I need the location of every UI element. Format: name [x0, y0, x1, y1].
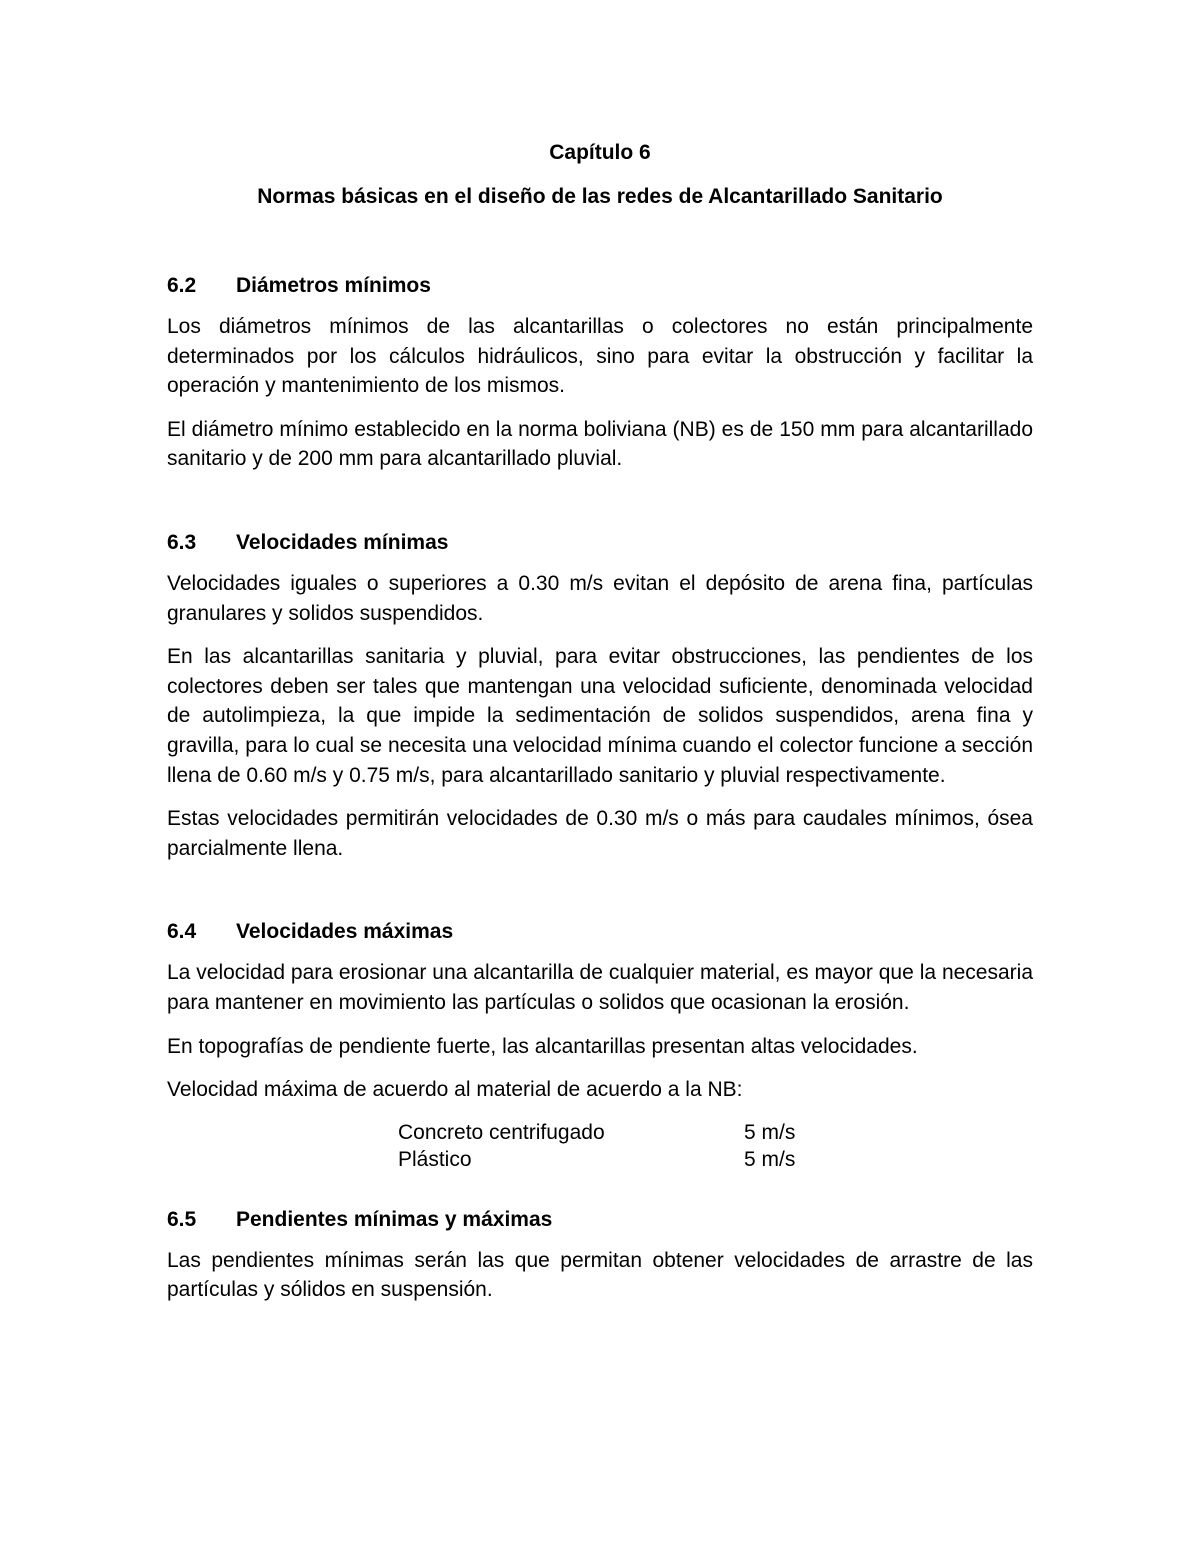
section-title: Diámetros mínimos [236, 274, 431, 297]
section-number: 6.5 [167, 1207, 197, 1231]
document-page [167, 138, 1033, 1305]
material-cell: Plástico [398, 1147, 472, 1171]
table-row [398, 1146, 795, 1173]
section-heading-6-2 [167, 271, 1033, 301]
chapter-label: Capítulo 6 [549, 141, 651, 164]
material-cell: Concreto centrifugado [398, 1120, 605, 1144]
paragraph: Las pendientes mínimas serán las que permitan obtener velocidades de arrastre de las partículas y sólidos en suspensión. [167, 1248, 1033, 1302]
paragraph: Los diámetros mínimos de las alcantarillas o colectores no están principalmente determinados por los cálculos hidráulicos, sino para evitar la obstrucción y facilitar la operación y mantenimiento de los mismos. [167, 315, 1033, 398]
velocity-cell: 5 m/s [744, 1147, 796, 1171]
section-title: Velocidades mínimas [236, 530, 449, 554]
chapter-title: Normas básicas en el diseño de las redes de Alcantarillado Sanitario [257, 185, 943, 208]
section-heading-6-3 [167, 528, 1033, 558]
section-heading-6-5 [167, 1205, 1033, 1235]
paragraph: Velocidad máxima de acuerdo al material de acuerdo a la NB: [167, 1078, 743, 1102]
velocity-cell: 5 m/s [744, 1120, 796, 1144]
section-title: Pendientes mínimas y máximas [236, 1207, 553, 1231]
section-number: 6.3 [167, 530, 197, 554]
paragraph: El diámetro mínimo establecido en la norma boliviana (NB) es de 150 mm para alcantarillado sanitario y de 200 mm para alcantarillado pluvial. [167, 417, 1033, 471]
section-title: Velocidades máximas [236, 920, 454, 944]
max-velocity-table [398, 1119, 795, 1173]
section-number: 6.4 [167, 920, 197, 944]
paragraph: En las alcantarillas sanitaria y pluvial, para evitar obstrucciones, las pendientes de los colectores deben ser tales que mantengan una velocidad suficiente, denominada velocidad de autolimpieza, la que impide la sedimentación de solidos suspendidos, arena fina y gravilla, para lo cual se necesita una velocidad mínima cuando el colector funcione a sección llena de 0.60 m/s y 0.75 m/s, para alcantarillado sanitario y pluvial respectivamente. [167, 645, 1033, 787]
section-heading-6-4 [167, 917, 1033, 947]
paragraph: Estas velocidades permitirán velocidades de 0.30 m/s o más para caudales mínimos, ósea parcialmente llena. [167, 807, 1033, 860]
paragraph: En topografías de pendiente fuerte, las alcantarillas presentan altas velocidades. [167, 1034, 918, 1058]
section-number: 6.2 [167, 274, 197, 297]
paragraph: Velocidades iguales o superiores a 0.30 m/s evitan el depósito de arena fina, partículas granulares y solidos suspendidos. [167, 571, 1033, 625]
paragraph: La velocidad para erosionar una alcantarilla de cualquier material, es mayor que la necesaria para mantener en movimiento las partículas o solidos que ocasionan la erosión. [167, 961, 1033, 1014]
table-row [398, 1119, 795, 1146]
